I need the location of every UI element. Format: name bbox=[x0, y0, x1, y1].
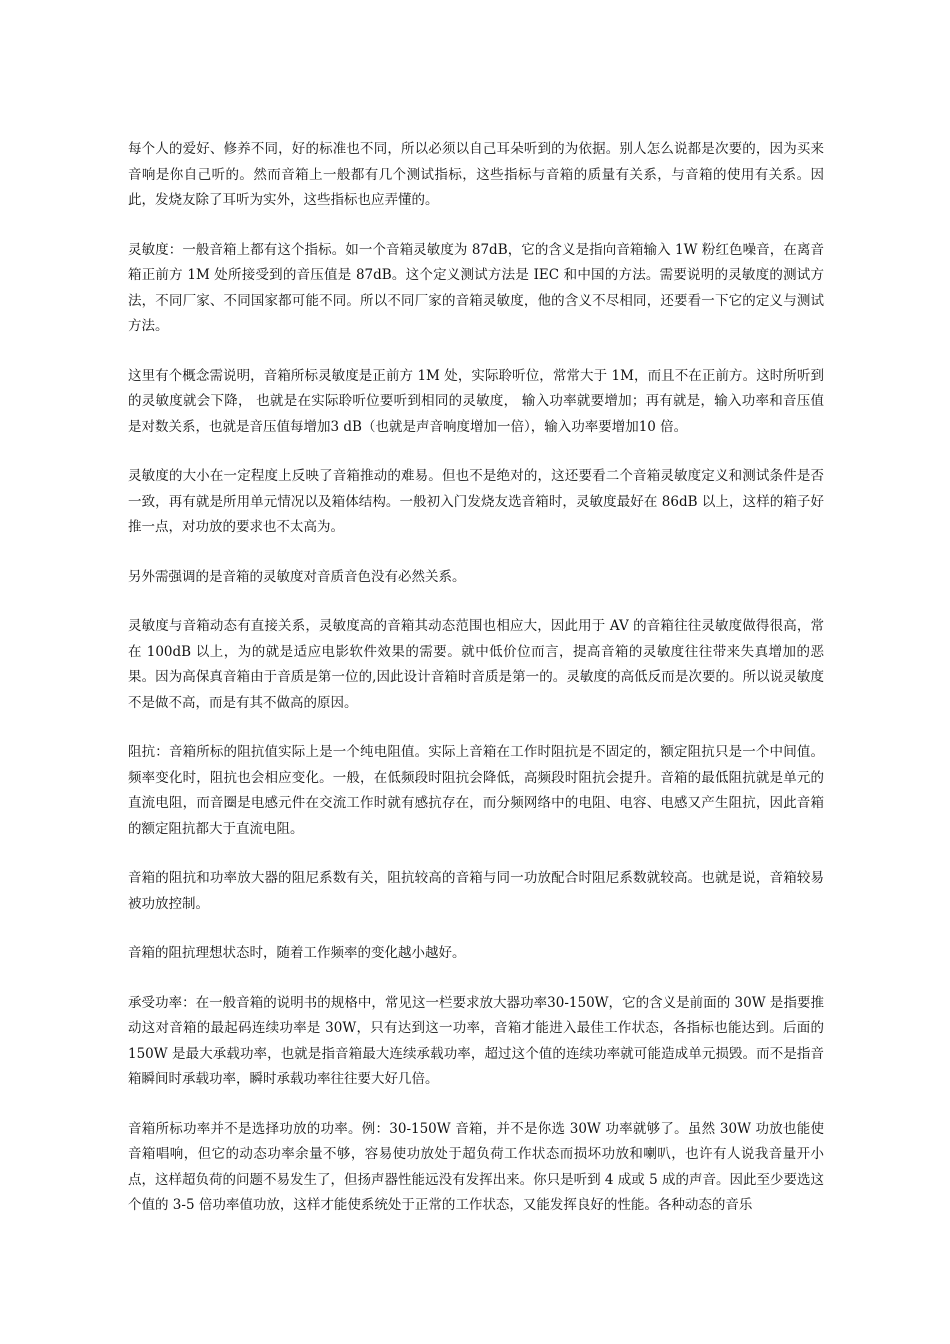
paragraph-power-handling: 承受功率：在一般音箱的说明书的规格中，常见这一栏要求放大器功率30-150W，它的含义是前面的 30W 是指要推动这对音箱的最起码连续功率是 30W，只有达到这一功率，音箱才能进入最佳工作状态，各指标也能达到。后面的 150W 是最大承载功率，也就是指音箱最大连续承载功率，超过这个值的连续功率就可能造成单元损毁。而不是指音箱瞬间时承载功率，瞬时承载功率往往要大好几倍。 bbox=[128, 994, 824, 1087]
paragraph-impedance: 阻抗：音箱所标的阻抗值实际上是一个纯电阻值。实际上音箱在工作时阻抗是不固定的，额定阻抗只是一个中间值。频率变化时，阻抗也会相应变化。一般，在低频段时阻抗会降低，高频段时阻抗会提升。音箱的最低阻抗就是单元的直流电阻，而音圈是电感元件在交流工作时就有感抗存在，而分频网络中的电阻、电容、电感又产生阻抗，因此音箱的额定阻抗都大于直流电阻。 bbox=[128, 744, 824, 837]
document-body bbox=[128, 137, 824, 1243]
paragraph-sensitivity-dynamics: 灵敏度与音箱动态有直接关系，灵敏度高的音箱其动态范围也相应大，因此用于 AV 的音箱往往灵敏度做得很高，常在 100dB 以上，为的就是适应电影软件效果的需要。就中低价位而言，提高音箱的灵敏度往往带来失真增加的恶果。因为高保真音箱由于音质是第一位的,因此设计音箱时音质是第一的。灵敏度的高低反而是次要的。所以说灵敏度不是做不高，而是有其不做高的原因。 bbox=[128, 618, 824, 711]
paragraph-damping: 音箱的阻抗和功率放大器的阻尼系数有关，阻抗较高的音箱与同一功放配合时阻尼系数就较高。也就是说，音箱较易被功放控制。 bbox=[128, 870, 824, 912]
paragraph-listening-position: 这里有个概念需说明，音箱所标灵敏度是正前方 1M 处，实际聆听位，常常大于 1M，而且不在正前方。这时所听到的灵敏度就会下降， 也就是在实际聆听位要听到相同的灵敏度， 输入功率就要增加；再有就是，输入功率和音压值是对数关系，也就是音压值每增加3 dB（也就是声音响度增加一倍），输入功率要增加10 倍。 bbox=[128, 367, 824, 435]
paragraph-sensitivity-definition: 灵敏度：一般音箱上都有这个指标。如一个音箱灵敏度为 87dB，它的含义是指向音箱输入 1W 粉红色噪音，在离音箱正前方 1M 处所接受到的音压值是 87dB。这个定义测试方法是 IEC 和中国的方法。需要说明的灵敏度的测试方法，不同厂家、不同国家都可能不同。所以不同厂家的音箱灵敏度，他的含义不尽相同，还要看一下它的定义与测试方法。 bbox=[128, 241, 824, 334]
paragraph-sensitivity-quality: 另外需强调的是音箱的灵敏度对音质音色没有必然关系。 bbox=[128, 568, 466, 585]
paragraph-amplifier-choice: 音箱所标功率并不是选择功放的功率。例：30-150W 音箱，并不是你选 30W 功率就够了。虽然 30W 功放也能使音箱唱响，但它的动态功率余量不够，容易使功放处于超负荷工作状态而损坏功放和喇叭，也许有人说我音量开小点，这样超负荷的问题不易发生了，但扬声器性能远没有发挥出来。你只是听到 4 成或 5 成的声音。因此至少要选这个值的 3-5 倍功率值功放，这样才能使系统处于正常的工作状态，又能发挥良好的性能。各种动态的音乐 bbox=[128, 1120, 824, 1213]
paragraph-sensitivity-drive: 灵敏度的大小在一定程度上反映了音箱推动的难易。但也不是绝对的，这还要看二个音箱灵敏度定义和测试条件是否一致，再有就是所用单元情况以及箱体结构。一般初入门发烧友选音箱时，灵敏度最好在 86dB 以上，这样的箱子好推一点，对功放的要求也不太高为。 bbox=[128, 468, 824, 535]
paragraph-preference: 每个人的爱好、修养不同，好的标准也不同，所以必须以自己耳朵听到的为依据。别人怎么说都是次要的，因为买来音响是你自己听的。然而音箱上一般都有几个测试指标，这些指标与音箱的质量有关系，与音箱的使用有关系。因此，发烧友除了耳听为实外，这些指标也应弄懂的。 bbox=[128, 141, 824, 208]
paragraph-impedance-ideal: 音箱的阻抗理想状态时，随着工作频率的变化越小越好。 bbox=[128, 945, 466, 961]
